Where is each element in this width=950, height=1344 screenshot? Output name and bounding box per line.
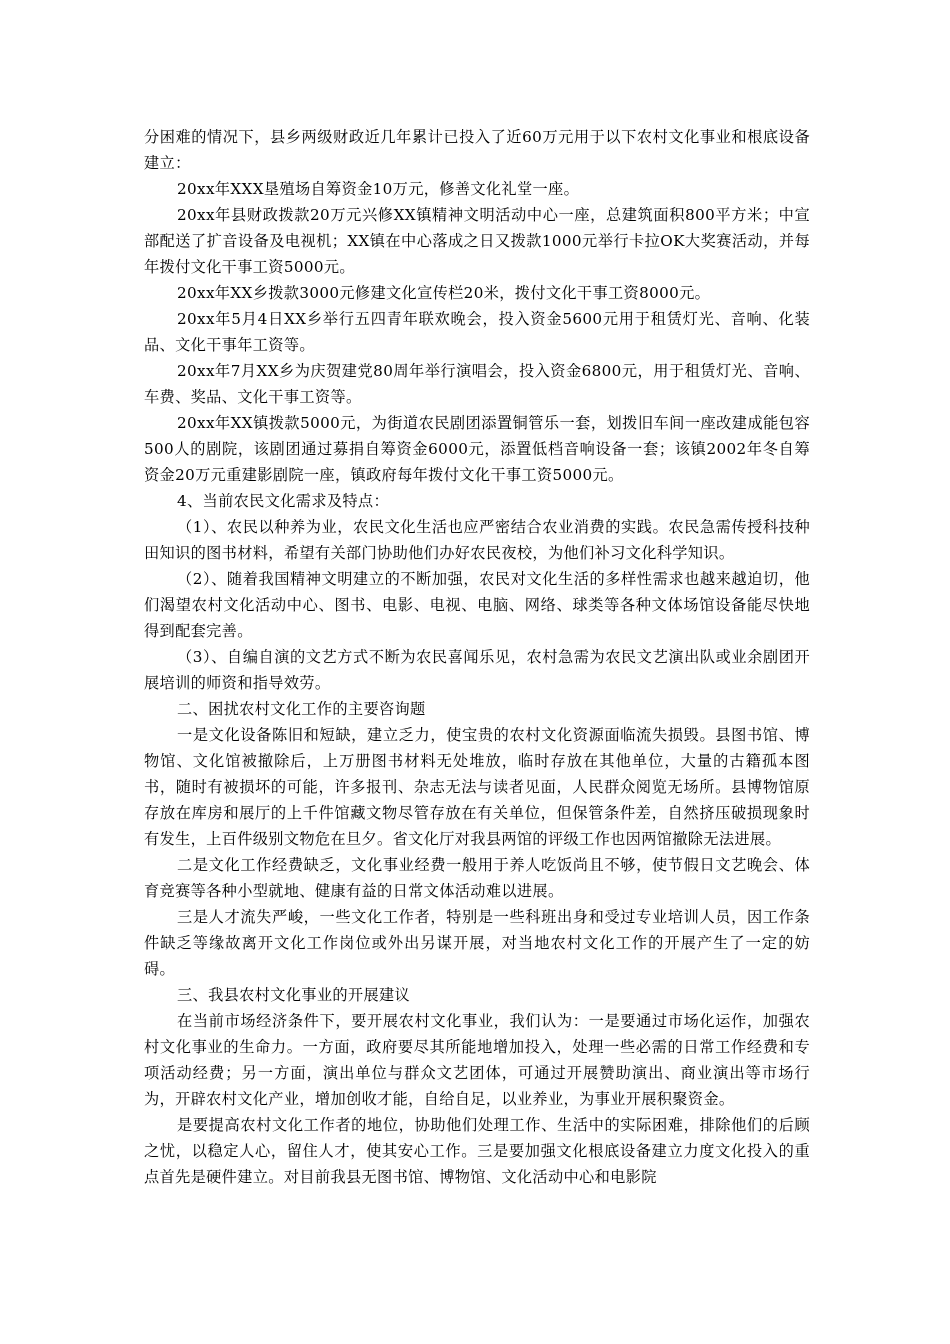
document-body [144,124,810,1190]
paragraph-item: 20xx年XX乡拨款3000元修建文化宣传栏20米，拨付文化干事工资8000元。 [177,284,711,302]
paragraph-continuation: 分困难的情况下，县乡两级财政近几年累计已投入了近60万元用于以下农村文化事业和根底设备建立： [144,128,810,172]
paragraph-item: 20xx年5月4日XX乡举行五四青年联欢晚会，投入资金5600元用于租赁灯光、音响、化装品、文化干事年工资等。 [144,310,810,354]
paragraph-item: （3）、自编自演的文艺方式不断为农民喜闻乐见，农村急需为农民文艺演出队或业余剧团开展培训的师资和指导效劳。 [144,648,810,692]
paragraph-item: 20xx年县财政拨款20万元兴修XX镇精神文明活动中心一座，总建筑面积800平方米；中宣部配送了扩音设备及电视机；XX镇在中心落成之日又拨款1000元举行卡拉OK大奖赛活动，并每年拨付文化干事工资5000元。 [144,206,810,276]
section-heading: 三、我县农村文化事业的开展建议 [177,986,411,1004]
paragraph-item: 20xx年7月XX乡为庆贺建党80周年举行演唱会，投入资金6800元，用于租赁灯光、音响、车费、奖品、文化干事工资等。 [144,362,810,406]
paragraph-item: （2）、随着我国精神文明建立的不断加强，农民对文化生活的多样性需求也越来越迫切，他们渴望农村文化活动中心、图书、电影、电视、电脑、网络、球类等各种文体场馆设备能尽快地得到配套完善。 [144,570,810,640]
paragraph-item: 20xx年XX镇拨款5000元，为街道农民剧团添置铜管乐一套，划拨旧车间一座改建成能包容500人的剧院，该剧团通过募捐自筹资金6000元，添置低档音响设备一套；该镇2002年冬自筹资金20万元重建影剧院一座，镇政府每年拨付文化干事工资5000元。 [144,414,810,484]
paragraph-item: 一是文化设备陈旧和短缺，建立乏力，使宝贵的农村文化资源面临流失损毁。县图书馆、博物馆、文化馆被撤除后，上万册图书材料无处堆放，临时存放在其他单位，大量的古籍孤本图书，随时有被损坏的可能，许多报刊、杂志无法与读者见面，人民群众阅览无场所。县博物馆原存放在库房和展厅的上千件馆藏文物尽管存放在有关单位，但保管条件差，自然挤压破损现象时有发生，上百件级别文物危在旦夕。省文化厅对我县两馆的评级工作也因两馆撤除无法进展。 [144,726,810,848]
paragraph-item: 是要提高农村文化工作者的地位，协助他们处理工作、生活中的实际困难，排除他们的后顾之忧，以稳定人心，留住人才，使其安心工作。三是要加强文化根底设备建立力度文化投入的重点首先是硬件建立。对目前我县无图书馆、博物馆、文化活动中心和电影院 [144,1116,810,1186]
paragraph-item: 三是人才流失严峻，一些文化工作者，特别是一些科班出身和受过专业培训人员，因工作条件缺乏等缘故离开文化工作岗位或外出另谋开展，对当地农村文化工作的开展产生了一定的妨碍。 [144,908,810,978]
paragraph-item: 在当前市场经济条件下，要开展农村文化事业，我们认为：一是要通过市场化运作，加强农村文化事业的生命力。一方面，政府要尽其所能地增加投入，处理一些必需的日常工作经费和专项活动经费；另一方面，演出单位与群众文艺团体，可通过开展赞助演出、商业演出等市场行为，开辟农村文化产业，增加创收才能，自给自足，以业养业，为事业开展积聚资金。 [144,1012,810,1108]
paragraph-item: 二是文化工作经费缺乏，文化事业经费一般用于养人吃饭尚且不够，使节假日文艺晚会、体育竞赛等各种小型就地、健康有益的日常文体活动难以进展。 [144,856,810,900]
paragraph-item: 20xx年XXX垦殖场自筹资金10万元，修善文化礼堂一座。 [177,180,580,198]
section-heading: 二、困扰农村文化工作的主要咨询题 [177,700,426,718]
section-heading: 4、当前农民文化需求及特点： [177,492,390,510]
paragraph-item: （1）、农民以种养为业，农民文化生活也应严密结合农业消费的实践。农民急需传授科技种田知识的图书材料，希望有关部门协助他们办好农民夜校，为他们补习文化科学知识。 [144,518,810,562]
